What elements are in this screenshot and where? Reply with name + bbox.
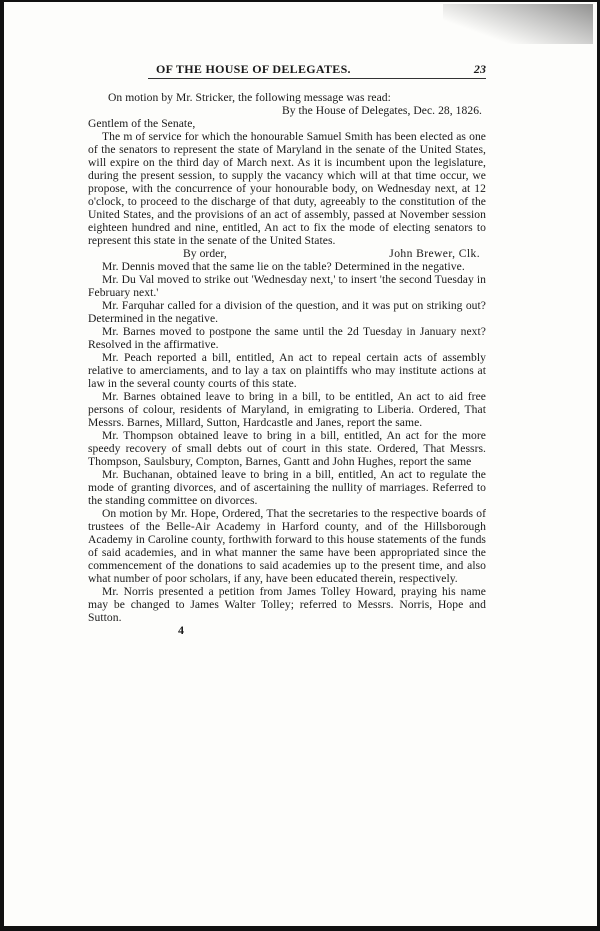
signature-mark: 4: [178, 623, 185, 637]
paragraph-norris: Mr. Norris presented a petition from James Tolley Howard, praying his name may be changed to James Walter Tolley; referred to Messrs. Norris, Hope and Sutton.: [88, 585, 486, 624]
paragraph-barnes-postpone: Mr. Barnes moved to postpone the same until the 2d Tuesday in January next? Resolved in the affirmative.: [88, 325, 486, 351]
message-paragraph: The m of service for which the honourable Samuel Smith has been elected as one of the senators to represent the state of Maryland in the senate of the United States, will expire on the third day of March next. As it is incumbent upon the legislature, during the present session, to supply the vacancy which will at that time occur, we propose, with the concurrence of your honourable body, on Wednesday next, at 12 o'clock, to proceed to the discharge of that duty, agreeably to the constitution of the United States, and the provisions of an act of assembly, passed at November session eighteen hundred and nine, entitled, An act to fix the mode of electing senators to represent this state in the senate of the United States.: [88, 130, 486, 247]
signature-left: By order,: [183, 247, 227, 260]
dateline: By the House of Delegates, Dec. 28, 1826.: [281, 104, 482, 117]
header-rule: [148, 78, 486, 79]
paragraph-thompson: Mr. Thompson obtained leave to bring in a bill, entitled, An act for the more speedy recovery of small debts out of court in this state. Ordered, That Messrs. Thompson, Saulsbury, Compton, Barnes, Gantt and John Hughes, report the same: [88, 429, 486, 468]
scan-shadow: [443, 4, 593, 44]
paragraph-peach: Mr. Peach reported a bill, entitled, An act to repeal certain acts of assembly relative to amerciaments, and to lay a tax on plaintiffs who may institute actions at law in the several county courts of this state.: [88, 351, 486, 390]
paragraph-buchanan: Mr. Buchanan, obtained leave to bring in a bill, entitled, An act to regulate the mode of granting divorces, and of ascertaining the nullity of marriages. Referred to the standing committee on divorces.: [88, 468, 486, 507]
paragraph-farquhar: Mr. Farquhar called for a division of the question, and it was put on striking out? Determined in the negative.: [88, 299, 486, 325]
paragraph-barnes-bill: Mr. Barnes obtained leave to bring in a bill, to be entitled, An act to aid free persons of colour, residents of Maryland, in emigrating to Liberia. Ordered, That Messrs. Barnes, Millard, Sutton, Hardcastle and Janes, report the same.: [88, 390, 486, 429]
paragraph-hope: On motion by Mr. Hope, Ordered, That the secretaries to the respective boards of trustees of the Belle-Air Academy in Harford county, and of the Hillsborough Academy in Caroline county, forthwith forward to this house statements of the funds of said academies, and in what manner the same have been appropriated since the commencement of the donations to said academies up to the present time, and also what number of poor scholars, if any, have been educated therein, respectively.: [88, 507, 486, 585]
page-title: OF THE HOUSE OF DELEGATES.: [156, 62, 351, 76]
document-page: [88, 60, 486, 637]
running-head: [88, 60, 486, 80]
page-number: 23: [473, 62, 486, 76]
signature-right: John Brewer, Clk.: [389, 247, 480, 260]
salutation: Gentlem of the Senate,: [88, 117, 196, 130]
motion-paragraph: On motion by Mr. Stricker, the following message was read:: [108, 91, 391, 104]
paragraph-duval: Mr. Du Val moved to strike out 'Wednesday next,' to insert 'the second Tuesday in February next.': [88, 273, 486, 299]
signature-line: [88, 247, 486, 260]
paragraph-dennis: Mr. Dennis moved that the same lie on the table? Determined in the negative.: [102, 260, 465, 273]
